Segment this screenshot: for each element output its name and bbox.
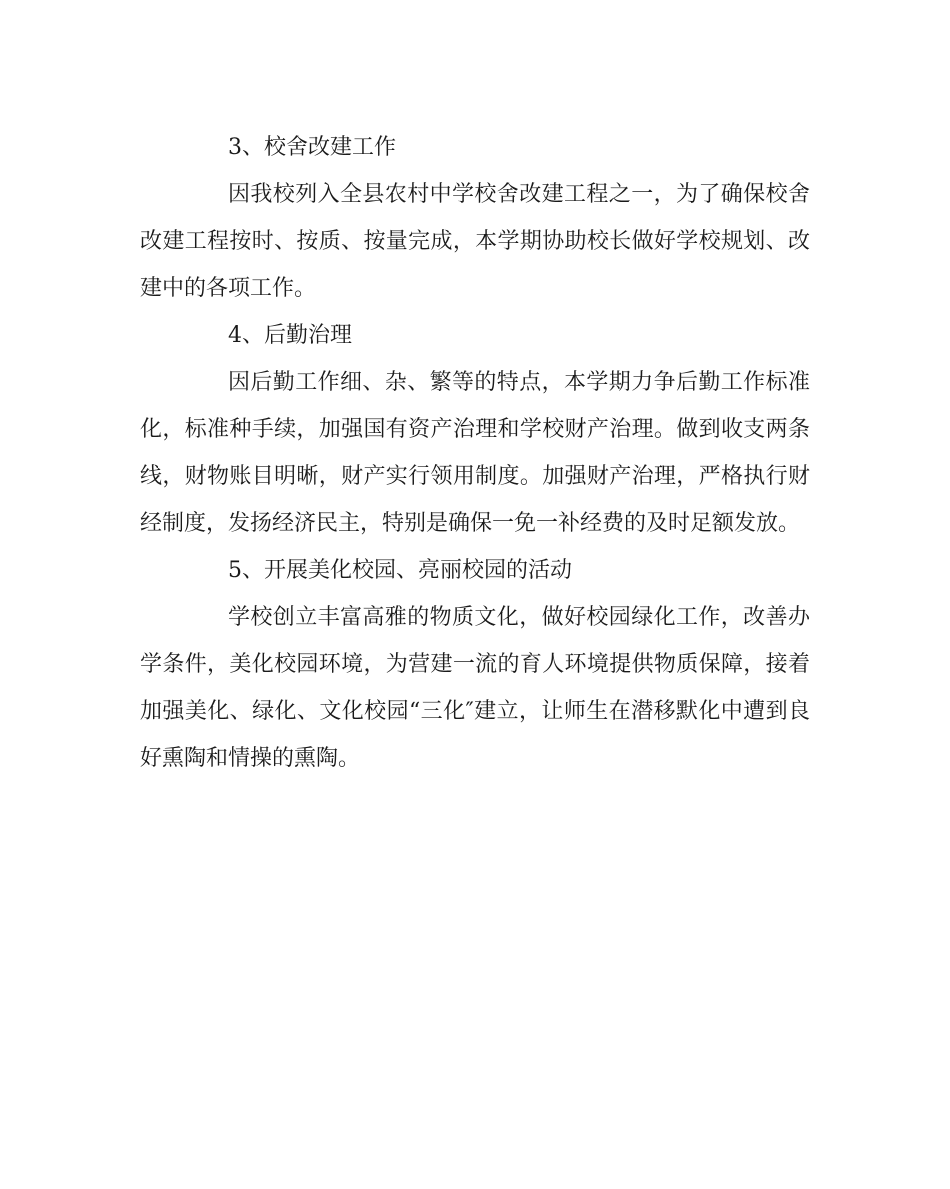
section-paragraph-4: 因后勤工作细、杂、繁等的特点，本学期力争后勤工作标准化，标准种手续，加强国有资产治理和学校财产治理。做到收支两条线，财物账目明晰，财产实行领用制度。加强财产治理，严格执行财经制度，发扬经济民主，特别是确保一免一补经费的及时足额发放。 bbox=[140, 370, 810, 536]
section-heading-5: 5、开展美化校园、亮丽校园的活动 bbox=[228, 558, 572, 583]
section-paragraph-3: 因我校列入全县农村中学校舍改建工程之一，为了确保校舍改建工程按时、按质、按量完成，本学期协助校长做好学校规划、改建中的各项工作。 bbox=[140, 182, 810, 301]
document-body bbox=[140, 124, 810, 782]
section-paragraph-5: 学校创立丰富高雅的物质文化，做好校园绿化工作，改善办学条件，美化校园环境，为营建一流的育人环境提供物质保障，接着加强美化、绿化、文化校园“三化″建立，让师生在潜移默化中遭到良好熏陶和情操的熏陶。 bbox=[140, 605, 810, 771]
section-heading-4: 4、后勤治理 bbox=[228, 323, 352, 348]
section-heading-3: 3、校舍改建工作 bbox=[228, 135, 396, 160]
